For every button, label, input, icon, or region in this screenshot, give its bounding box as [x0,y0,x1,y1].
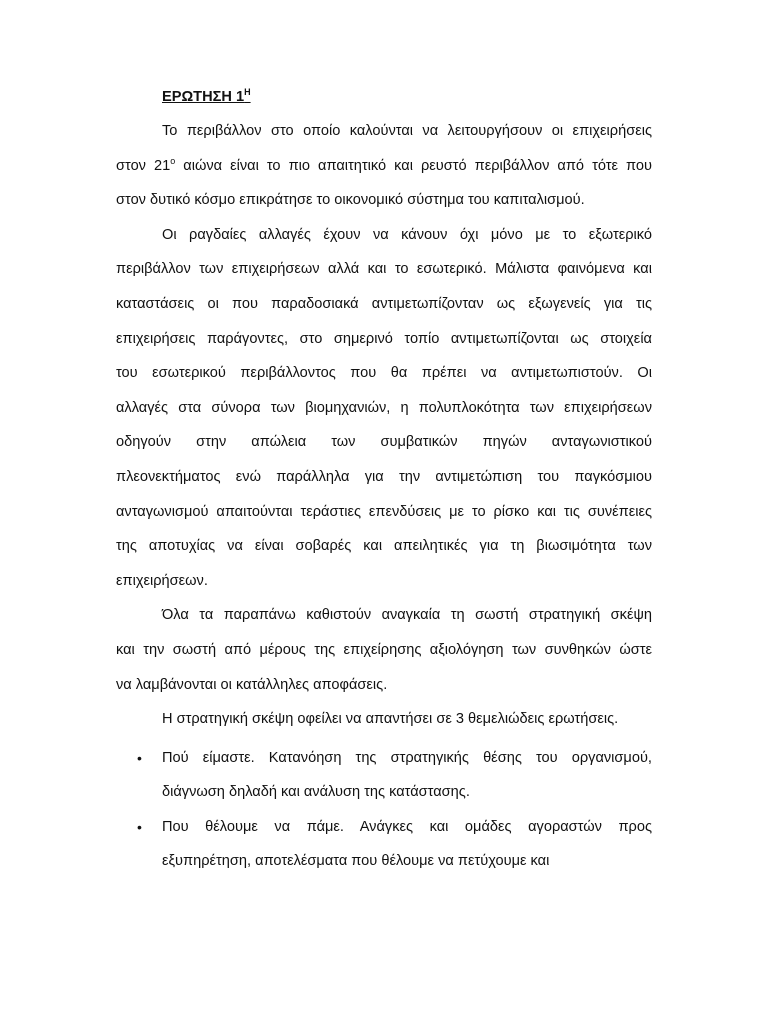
paragraph-line: αλλαγές στα σύνορα των βιομηχανιών, η πολυπλοκότητα των επιχειρήσεων [116,399,652,416]
list-item [116,741,652,810]
paragraph-line: καταστάσεις οι που παραδοσιακά αντιμετωπίζονταν ως εξωγενείς για τις [116,295,652,312]
heading-superscript: Η [244,87,251,98]
paragraph-line-21st-century: στον $21^o$ αιώνα είναι το πιο απαιτητικό και ρευστό περιβάλλον από τότε που [116,155,652,174]
paragraph-line: του εσωτερικού περιβάλλοντος που θα πρέπει να αντιμετωπιστούν. Οι [116,365,652,382]
paragraph-line: να λαμβάνονται οι κατάλληλες αποφάσεις. [116,676,388,693]
paragraph-line: επιχειρήσεων. [116,572,208,589]
paragraph-line: της αποτυχίας να είναι σοβαρές και απειλητικές για τη βιωσιμότητα των [116,538,652,555]
bullet-icon: • [137,818,142,835]
paragraph-line: στον δυτικό κόσμο επικράτησε το οικονομικό σύστημα του καπιταλισμού. [116,192,585,209]
heading-text: ΕΡΩΤΗΣΗ 1 [162,89,245,105]
list-item-text [162,810,652,879]
list-item-line: εξυπηρέτηση, αποτελέσματα που θέλουμε να πετύχουμε και [162,853,550,870]
paragraph-three-questions [116,702,652,737]
list-item-line: Που θέλουμε να πάμε. Ανάγκες και ομάδες αγοραστών προς [162,818,652,835]
list-item-line: διάγνωση δηλαδή και ανάλυση της κατάστασης. [162,784,470,801]
paragraph-line: πλεονεκτήματος ενώ παράλληλα για την αντιμετώπιση του παγκόσμιου [116,468,652,485]
list-item [116,810,652,879]
paragraph-line: ανταγωνισμού απαιτούνται τεράστιες επενδύσεις με το ρίσκο και τις συνέπειες [116,503,652,520]
paragraph-changes [116,218,652,599]
paragraph-line: και την σωστή από μέρους της επιχείρησης αξιολόγηση των συνθηκών ώστε [116,641,652,658]
ordinal-superscript: ο [170,155,176,166]
list-item-line: Πού είμαστε. Κατανόηση της στρατηγικής θέσης του οργανισμού, [162,749,652,766]
paragraph-line: Η στρατηγική σκέψη οφείλει να απαντήσει σε 3 θεμελιώδεις ερωτήσεις. [162,711,619,728]
paragraph-strategic-thinking [116,598,652,702]
paragraph-line: επιχειρήσεις παράγοντες, στο σημερινό τοπίο αντιμετωπίζονται ως στοιχεία [116,330,652,347]
paragraph-line: οδηγούν στην απώλεια των συμβατικών πηγών ανταγωνιστικού [116,434,652,451]
question-heading [162,88,652,106]
paragraph-intro [116,114,652,218]
questions-list [116,741,652,879]
paragraph-line: Το περιβάλλον στο οποίο καλούνται να λειτουργήσουν οι επιχειρήσεις [162,123,652,139]
paragraph-line: Όλα τα παραπάνω καθιστούν αναγκαία τη σωστή στρατηγική σκέψη [162,607,652,624]
paragraph-line: Οι ραγδαίες αλλαγές έχουν να κάνουν όχι μόνο με το εξωτερικό [162,226,652,243]
list-item-text [162,741,652,810]
bullet-icon: • [137,749,142,766]
paragraph-line: περιβάλλον των επιχειρήσεων αλλά και το εσωτερικό. Μάλιστα φαινόμενα και [116,261,652,278]
